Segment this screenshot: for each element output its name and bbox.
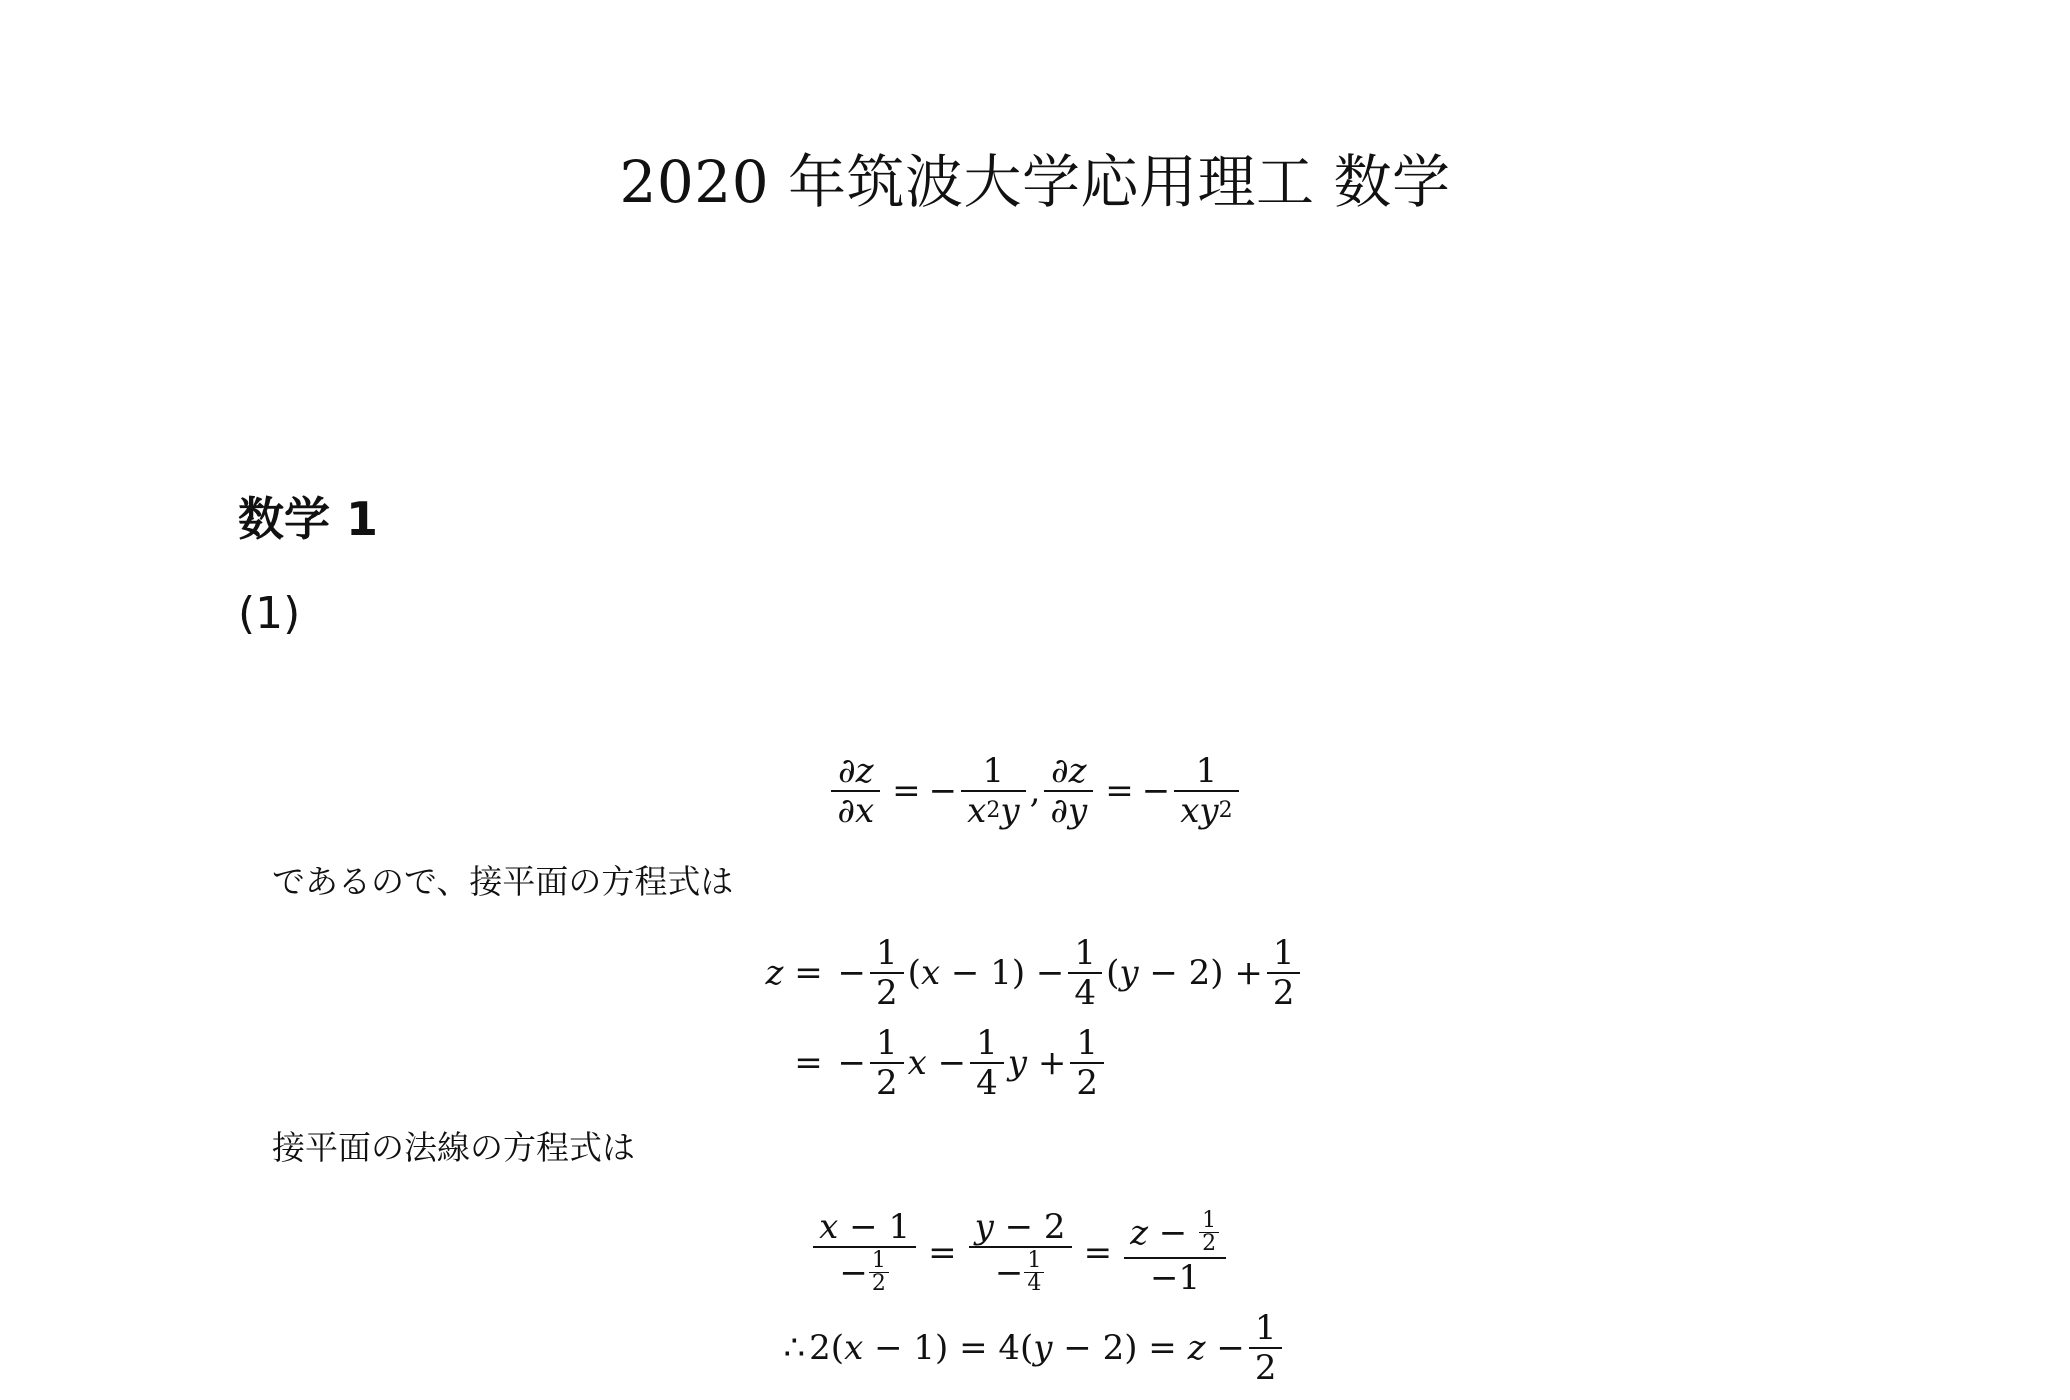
page-title: 2020 年筑波大学応用理工 数学 <box>619 148 1451 216</box>
fraction-dz-dy: ∂ z ∂ y <box>1044 752 1093 830</box>
equation-tangent-plane: z = − $\frac{1}{2}$ (x − 1) − $\frac{1}{4}$ (y − 2) + $\frac{1}{2}$ = − $\frac{1}{2}$ x − $\frac{1}{4}$ y + $\frac{1}{2}$ <box>0 934 2070 1102</box>
normal-line-result: 2(x − 1) = 4(y − 2) = z − $\frac{1}{2}$ <box>809 1309 1286 1387</box>
tangent-plane-intro-text: であるので、接平面の方程式は <box>272 862 734 901</box>
equation-normal-line: x − 1 − $\frac{1}{2}$ = y − 2 − $\frac{1}{4}$ = z − $\frac{1}{2}$ −1 ∴ 2(x − 1) = 4(y − 2) = z − $\frac{1}{2}$ <box>0 1208 2070 1387</box>
equation-partial-derivatives: ∂ z ∂ x = − 1 x 2 y , ∂ z ∂ y = − 1 xy 2 <box>0 752 2070 830</box>
normal-line-symmetric-form: x − 1 − $\frac{1}{2}$ = y − 2 − $\frac{1}{4}$ = z − $\frac{1}{2}$ −1 <box>809 1208 1286 1297</box>
fraction-dz-dx: ∂ z ∂ x <box>831 752 880 830</box>
fraction-one-over-x2y: 1 x 2 y <box>961 752 1025 830</box>
normal-line-intro-text: 接平面の法線の方程式は <box>272 1128 635 1167</box>
subsection-label: (1) <box>238 588 301 639</box>
fraction-one-over-xy2: 1 xy 2 <box>1174 752 1238 830</box>
section-heading: 数学 1 <box>238 492 379 546</box>
